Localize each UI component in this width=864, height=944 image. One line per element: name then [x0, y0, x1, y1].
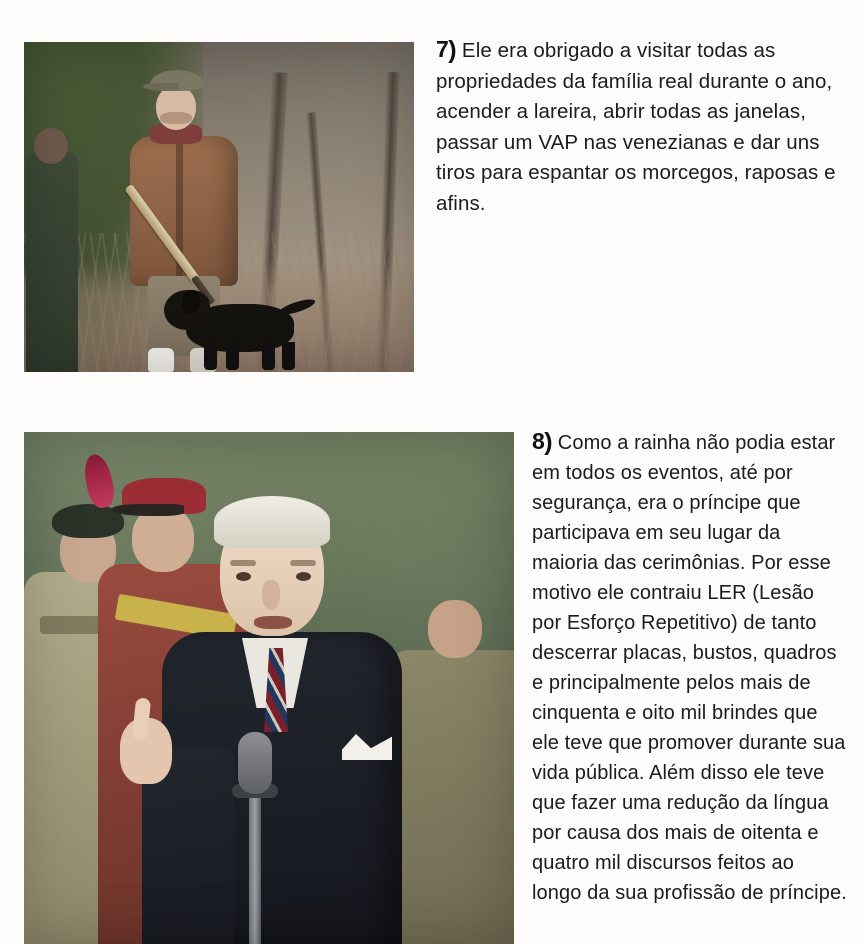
dog-leg	[282, 342, 295, 370]
photo-wrap-7	[0, 0, 414, 372]
entry-body-7: Ele era obrigado a visitar todas as propriedades da família real durante o ano, acender a lareira, abrir todas as janelas, passar um VAP nas venezianas e dar uns tiros para espantar os morcegos, raposas e afins.	[436, 39, 836, 215]
photo-hunter-with-dog	[24, 42, 414, 372]
black-dog	[164, 288, 316, 370]
prince-eyebrow	[230, 560, 256, 566]
list-item	[0, 0, 864, 372]
prince-eye	[296, 572, 311, 581]
soldier-right-body	[390, 650, 514, 944]
prince-nose	[262, 580, 280, 610]
prince-hair	[214, 496, 330, 548]
entry-number-7: 7)	[436, 36, 457, 64]
microphone-stand	[249, 784, 261, 944]
background-figure	[26, 152, 78, 372]
dog-leg	[262, 342, 275, 370]
background-figure-head	[34, 128, 68, 164]
photo-wrap-8	[0, 398, 514, 944]
dog-leg	[204, 342, 217, 370]
entry-number-8: 8)	[532, 428, 553, 456]
entry-paragraph-8	[532, 426, 848, 908]
hunter-face	[156, 86, 196, 130]
entry-body-8: Como a rainha não podia estar em todos os eventos, até por segurança, era o príncipe que participava em seu lugar da maioria das cerimônias. Por esse motivo ele contraiu LER (Lesão por Esforço Repetitivo) de tanto descerrar placas, bustos, quadros e principalmente pelos mais de cinquenta e oito mil brindes que ele teve que promover durante sua vida pública. Além disso ele teve que fazer uma redução da língua por causa dos mais de oitenta e quatro mil discursos feitos ao longo da sua profissão de príncipe.	[532, 432, 847, 904]
soldier-right-head	[428, 600, 482, 658]
prince-eye	[236, 572, 251, 581]
entry-text-column-7	[414, 34, 864, 219]
entry-paragraph-7	[436, 34, 848, 219]
photo-prince-speaking	[24, 432, 514, 944]
prince-mouth	[254, 616, 292, 629]
officer-peaked-cap	[122, 478, 206, 514]
microphone-icon	[238, 732, 272, 794]
list-item	[0, 398, 864, 944]
entry-text-column-8	[514, 426, 864, 908]
hunter-flat-cap	[150, 70, 204, 91]
prince-eyebrow	[290, 560, 316, 566]
dog-leg	[226, 342, 239, 370]
